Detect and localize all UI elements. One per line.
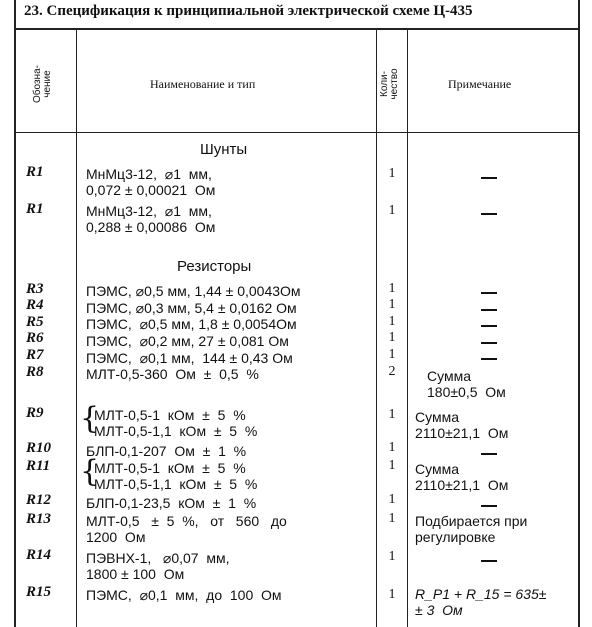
row-quantity: 2: [388, 364, 396, 379]
row-name: МнМц3-12, ⌀1 мм, 0,072 ± 0,00021 Ом: [86, 166, 216, 198]
header-quantity: Коли- чество: [379, 68, 400, 100]
row-note: R_P1 + R_15 = 635± ± 3 Ом: [415, 586, 547, 618]
row-name: МЛТ-0,5-1 кОм ± 5 % МЛТ-0,5-1,1 кОм ± 5 %: [94, 407, 258, 439]
row-designation: R14: [26, 547, 52, 563]
row-name: ПЭМС, ⌀0,2 мм, 27 ± 0,081 Ом: [86, 333, 289, 349]
table-title: 23. Спецификация к принципиальной электрической схеме Ц-435: [24, 3, 473, 19]
row-quantity: 1: [388, 166, 396, 181]
row-name: ПЭМС, ⌀0,5 мм, 1,44 ± 0,0043Ом: [86, 283, 301, 299]
row-note: Сумма 2110±21,1 Ом: [415, 461, 509, 493]
left-border: [14, 0, 16, 627]
row-quantity: 1: [388, 297, 396, 312]
row-quantity: 1: [388, 440, 396, 455]
header-note: Примечание: [448, 77, 512, 91]
row-name: МЛТ-0,5-1 кОм ± 5 % МЛТ-0,5-1,1 кОм ± 5 %: [94, 460, 258, 492]
row-quantity: 1: [388, 511, 396, 526]
row-quantity: 1: [388, 330, 396, 345]
section-resistors: Резисторы: [177, 258, 252, 275]
right-border: [578, 0, 580, 627]
row-quantity: 1: [388, 458, 396, 473]
row-designation: R11: [26, 458, 51, 474]
row-quantity: 1: [388, 347, 396, 362]
header-name: Наименование и тип: [150, 77, 256, 91]
title-rule: [14, 28, 580, 30]
row-name: МнМц3-12, ⌀1 мм, 0,288 ± 0,00086 Ом: [86, 203, 216, 235]
row-note: Сумма 2110±21,1 Ом: [415, 409, 509, 441]
row-note-dash: [481, 177, 497, 179]
brace-icon: {: [80, 401, 100, 436]
row-note-dash: [481, 213, 497, 215]
row-note: Сумма 180±0,5 Ом: [427, 368, 506, 400]
row-note-dash: [481, 505, 497, 507]
row-designation: R1: [26, 201, 44, 217]
row-designation: R12: [26, 492, 52, 508]
row-designation: R5: [26, 314, 44, 330]
row-name: МЛТ-0,5-360 Ом ± 0,5 %: [86, 366, 259, 382]
row-note-dash: [481, 560, 497, 562]
row-designation: R8: [26, 364, 44, 380]
row-name: ПЭМС, ⌀0,3 мм, 5,4 ± 0,0162 Ом: [86, 300, 297, 316]
row-quantity: 1: [388, 492, 396, 507]
row-note-dash: [481, 342, 497, 344]
row-quantity: 1: [388, 549, 396, 564]
row-designation: R15: [26, 584, 52, 600]
row-quantity: 1: [388, 314, 396, 329]
row-name: БЛП-0,1-23,5 кОм ± 1 %: [86, 495, 257, 511]
row-quantity: 1: [388, 407, 396, 422]
col-sep-1: [76, 29, 77, 627]
row-name: ПЭМС, ⌀0,5 мм, 1,8 ± 0,0054Ом: [86, 316, 297, 332]
row-note-dash: [481, 325, 497, 327]
row-name: ПЭМС, ⌀0,1 мм, до 100 Ом: [86, 587, 282, 603]
row-designation: R3: [26, 281, 44, 297]
row-note-dash: [481, 292, 497, 294]
row-designation: R10: [26, 440, 52, 456]
row-name: ПЭМС, ⌀0,1 мм, 144 ± 0,43 Ом: [86, 350, 293, 366]
row-designation: R6: [26, 330, 44, 346]
header-rule: [14, 132, 580, 133]
brace-icon: {: [80, 454, 100, 489]
row-note-dash: [481, 309, 497, 311]
section-shunts: Шунты: [200, 141, 248, 158]
row-name: БЛП-0,1-207 Ом ± 1 %: [86, 443, 247, 459]
row-quantity: 1: [388, 203, 396, 218]
row-designation: R1: [26, 164, 44, 180]
row-note: Подбирается при регулировке: [415, 513, 528, 545]
row-note-dash: [481, 453, 497, 455]
row-note-dash: [481, 358, 497, 360]
row-quantity: 1: [388, 587, 396, 602]
row-designation: R9: [26, 405, 44, 421]
row-designation: R4: [26, 297, 44, 313]
col-sep-3: [407, 29, 408, 627]
row-name: МЛТ-0,5 ± 5 %, от 560 до 1200 Ом: [86, 513, 287, 545]
row-designation: R13: [26, 511, 52, 527]
col-sep-2: [376, 29, 377, 627]
header-designation: Обозна- чение: [32, 65, 53, 103]
row-designation: R7: [26, 347, 44, 363]
row-name: ПЭВНХ-1, ⌀0,07 мм, 1800 ± 100 Ом: [86, 550, 230, 582]
row-quantity: 1: [388, 281, 396, 296]
